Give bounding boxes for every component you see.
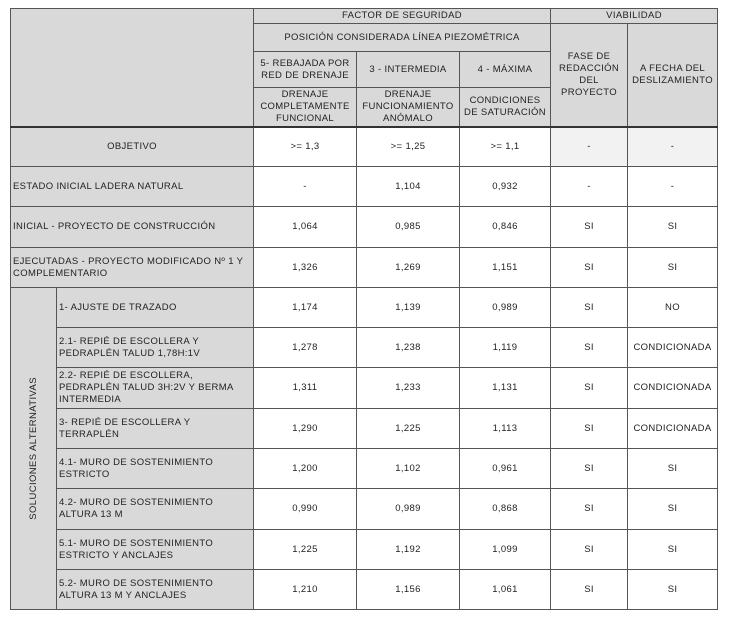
cell-value: 1,139 xyxy=(357,288,460,328)
cell-fase: SI xyxy=(551,328,628,368)
row-label: EJECUTADAS - PROYECTO MODIFICADO Nº 1 Y COMPLEMENTARIO xyxy=(11,248,254,288)
table-row xyxy=(11,449,718,489)
cell-value: 1,200 xyxy=(254,449,357,489)
cell-value: 1,156 xyxy=(357,570,460,610)
cell-fecha: CONDICIONADA xyxy=(628,328,718,368)
header-col5: 5- REBAJADA POR RED DE DRENAJE xyxy=(254,52,357,88)
cell-fecha: NO xyxy=(628,288,718,328)
cell-fecha: SI xyxy=(628,248,718,288)
header-posicion: POSICIÓN CONSIDERADA LÍNEA PIEZOMÉTRICA xyxy=(254,24,551,52)
table-row xyxy=(11,328,718,368)
cell-value: 0,961 xyxy=(460,449,551,489)
alt-group-label-text: SOLUCIONES ALTERNATIVAS xyxy=(27,377,39,520)
row-label: 5.1- MURO DE SOSTENIMIENTO ESTRICTO Y ANCLAJES xyxy=(57,530,254,570)
row-label: ESTADO INICIAL LADERA NATURAL xyxy=(11,167,254,207)
cell-value: 1,192 xyxy=(357,530,460,570)
table-row xyxy=(11,207,718,248)
cell-value: 1,225 xyxy=(357,409,460,449)
cell-value: 1,311 xyxy=(254,368,357,409)
table-row xyxy=(11,570,718,610)
cell-fecha: SI xyxy=(628,530,718,570)
table-row xyxy=(11,288,718,328)
cell-value: >= 1,3 xyxy=(254,127,357,167)
cell-fecha: CONDICIONADA xyxy=(628,409,718,449)
cell-fase: SI xyxy=(551,530,628,570)
cell-fase: SI xyxy=(551,248,628,288)
cell-value: 1,119 xyxy=(460,328,551,368)
cell-fecha: SI xyxy=(628,207,718,248)
table-row xyxy=(11,368,718,409)
cell-value: 1,225 xyxy=(254,530,357,570)
header-factor-seguridad: FACTOR DE SEGURIDAD xyxy=(254,9,551,24)
cell-fase: SI xyxy=(551,288,628,328)
table-row xyxy=(11,409,718,449)
cell-fecha: SI xyxy=(628,570,718,610)
table-row xyxy=(11,167,718,207)
cell-fase: SI xyxy=(551,570,628,610)
safety-factor-table xyxy=(10,8,718,610)
cell-value: 0,989 xyxy=(357,489,460,530)
cell-value: 0,985 xyxy=(357,207,460,248)
table-row xyxy=(11,530,718,570)
cell-value: 1,269 xyxy=(357,248,460,288)
cell-value: >= 1,25 xyxy=(357,127,460,167)
cell-value: 1,102 xyxy=(357,449,460,489)
cell-value: 0,868 xyxy=(460,489,551,530)
table-row xyxy=(11,248,718,288)
row-label: INICIAL - PROYECTO DE CONSTRUCCIÓN xyxy=(11,207,254,248)
cell-value: 1,099 xyxy=(460,530,551,570)
cell-fase: SI xyxy=(551,449,628,489)
cell-fase: SI xyxy=(551,207,628,248)
cell-fase: - xyxy=(551,127,628,167)
cell-fase: SI xyxy=(551,409,628,449)
cell-value: 1,233 xyxy=(357,368,460,409)
cell-fase: SI xyxy=(551,489,628,530)
cell-value: 1,151 xyxy=(460,248,551,288)
table-row xyxy=(11,127,718,167)
cell-value: 0,990 xyxy=(254,489,357,530)
row-label: 4.1- MURO DE SOSTENIMIENTO ESTRICTO xyxy=(57,449,254,489)
cell-value: 0,846 xyxy=(460,207,551,248)
cell-value: 1,104 xyxy=(357,167,460,207)
cell-value: 1,278 xyxy=(254,328,357,368)
header-blank-cell xyxy=(11,9,254,127)
cell-value: 0,989 xyxy=(460,288,551,328)
header-col3-sub: DRENAJE FUNCIONAMIENTO ANÓMALO xyxy=(357,88,460,127)
cell-fase: - xyxy=(551,167,628,207)
cell-fase: SI xyxy=(551,368,628,409)
cell-value: 1,061 xyxy=(460,570,551,610)
row-label: 4.2- MURO DE SOSTENIMIENTO ALTURA 13 M xyxy=(57,489,254,530)
cell-fecha: CONDICIONADA xyxy=(628,368,718,409)
cell-value: 1,238 xyxy=(357,328,460,368)
cell-value: 1,131 xyxy=(460,368,551,409)
cell-value: 1,326 xyxy=(254,248,357,288)
header-col4-sub: CONDICIONES DE SATURACIÓN xyxy=(460,88,551,127)
cell-value: 1,064 xyxy=(254,207,357,248)
row-label: OBJETIVO xyxy=(11,127,254,167)
header-col5-sub: DRENAJE COMPLETAMENTE FUNCIONAL xyxy=(254,88,357,127)
cell-fecha: - xyxy=(628,167,718,207)
header-fecha: A FECHA DEL DESLIZAMIENTO xyxy=(628,24,718,127)
row-label: 2.1- REPIÉ DE ESCOLLERA Y PEDRAPLÉN TALUD 1,78H:1V xyxy=(57,328,254,368)
row-label: 3- REPIÉ DE ESCOLLERA Y TERRAPLÉN xyxy=(57,409,254,449)
row-label: 5.2- MURO DE SOSTENIMIENTO ALTURA 13 M Y ANCLAJES xyxy=(57,570,254,610)
cell-value: 1,113 xyxy=(460,409,551,449)
header-col3: 3 - INTERMEDIA xyxy=(357,52,460,88)
row-label: 1- AJUSTE DE TRAZADO xyxy=(57,288,254,328)
cell-fecha: SI xyxy=(628,449,718,489)
cell-value: >= 1,1 xyxy=(460,127,551,167)
header-fase: FASE DE REDACCIÓN DEL PROYECTO xyxy=(551,24,628,127)
table-row xyxy=(11,489,718,530)
header-viabilidad: VIABILIDAD xyxy=(551,9,718,24)
alt-group-label xyxy=(11,288,57,610)
cell-fecha: SI xyxy=(628,489,718,530)
header-col4: 4 - MÁXIMA xyxy=(460,52,551,88)
cell-value: 1,290 xyxy=(254,409,357,449)
cell-value: 0,932 xyxy=(460,167,551,207)
cell-fecha: - xyxy=(628,127,718,167)
cell-value: 1,174 xyxy=(254,288,357,328)
cell-value: - xyxy=(254,167,357,207)
row-label: 2.2- REPIÉ DE ESCOLLERA, PEDRAPLÉN TALUD 3H:2V Y BERMA INTERMEDIA xyxy=(57,368,254,409)
cell-value: 1,210 xyxy=(254,570,357,610)
